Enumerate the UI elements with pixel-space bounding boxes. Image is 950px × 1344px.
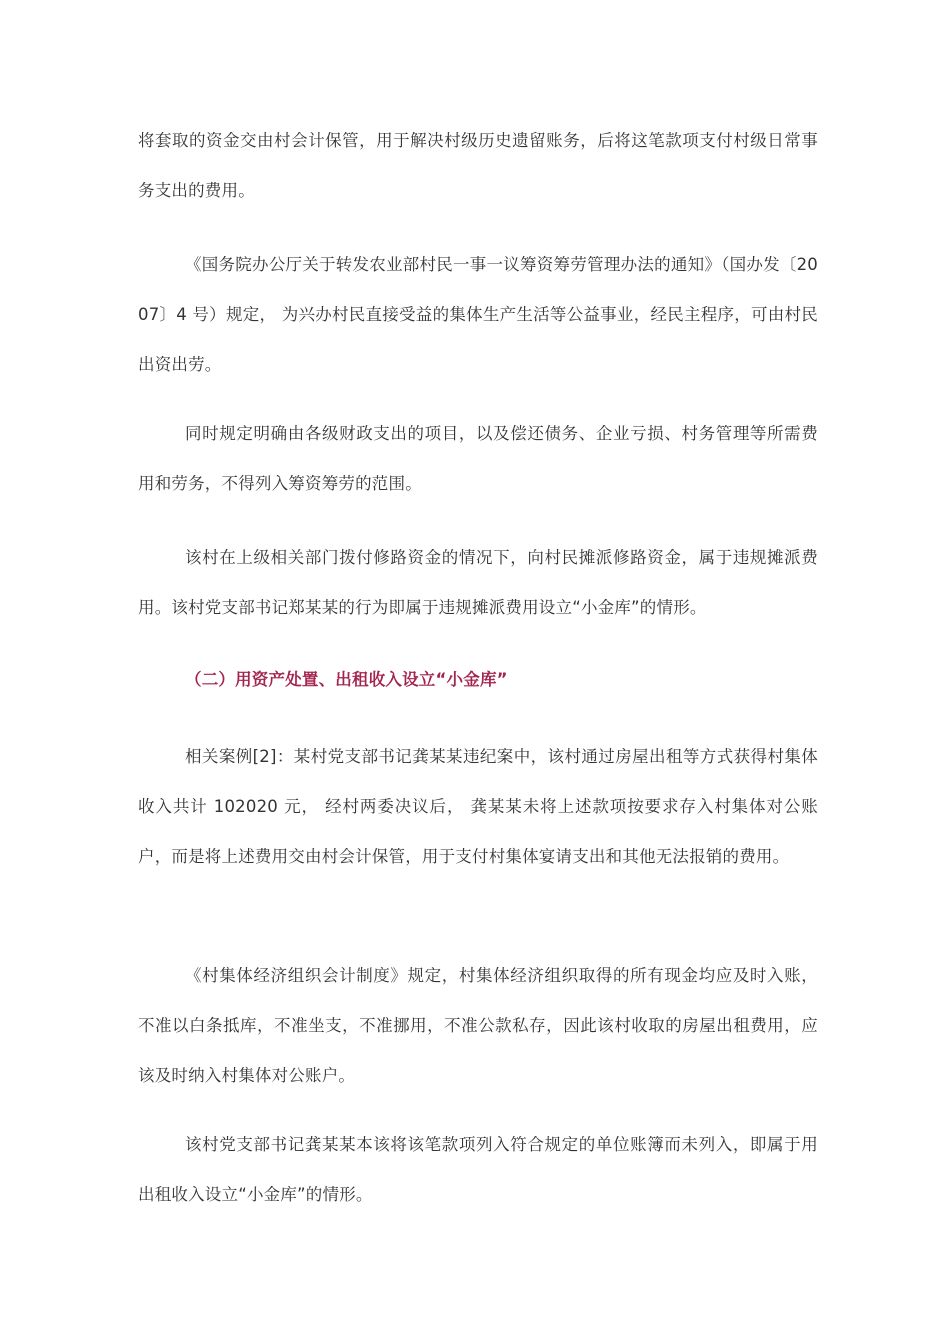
paragraph-funding-scope: 同时规定明确由各级财政支出的项目，以及偿还债务、企业亏损、村务管理等所需费用和劳务，不得列入筹资筹劳的范围。	[138, 424, 818, 493]
section-heading: （二）用资产处置、出租收入设立“小金库”	[185, 670, 508, 689]
paragraph-case-2: 相关案例[2]：某村党支部书记龚某某违纪案中，该村通过房屋出租等方式获得村集体收入共计 102020 元， 经村两委决议后， 龚某某未将上述款项按要求存入村集体对公账户，而是将上述费用交由村会计保管，用于支付村集体宴请支出和其他无法报销的费用。	[138, 747, 818, 866]
paragraph-accounting-rules: 《村集体经济组织会计制度》规定，村集体经济组织取得的所有现金均应及时入账，不准以白条抵库，不准坐支，不准挪用，不准公款私存，因此该村收取的房屋出租费用，应该及时纳入村集体对公账户。	[138, 966, 818, 1085]
paragraph-conclusion: 该村党支部书记龚某某本该将该笔款项列入符合规定的单位账簿而未列入，即属于用出租收入设立“小金库”的情形。	[138, 1135, 818, 1204]
paragraph-state-council-notice: 《国务院办公厅关于转发农业部村民一事一议筹资筹劳管理办法的通知》（国办发〔2007〕4 号）规定， 为兴办村民直接受益的集体生产生活等公益事业，经民主程序，可由村民出资出劳。	[138, 255, 818, 374]
paragraph-illegal-apportionment: 该村在上级相关部门拨付修路资金的情况下，向村民摊派修路资金，属于违规摊派费用。该村党支部书记郑某某的行为即属于违规摊派费用设立“小金库”的情形。	[138, 548, 818, 617]
paragraph-continuation: 将套取的资金交由村会计保管，用于解决村级历史遗留账务，后将这笔款项支付村级日常事务支出的费用。	[138, 131, 818, 200]
